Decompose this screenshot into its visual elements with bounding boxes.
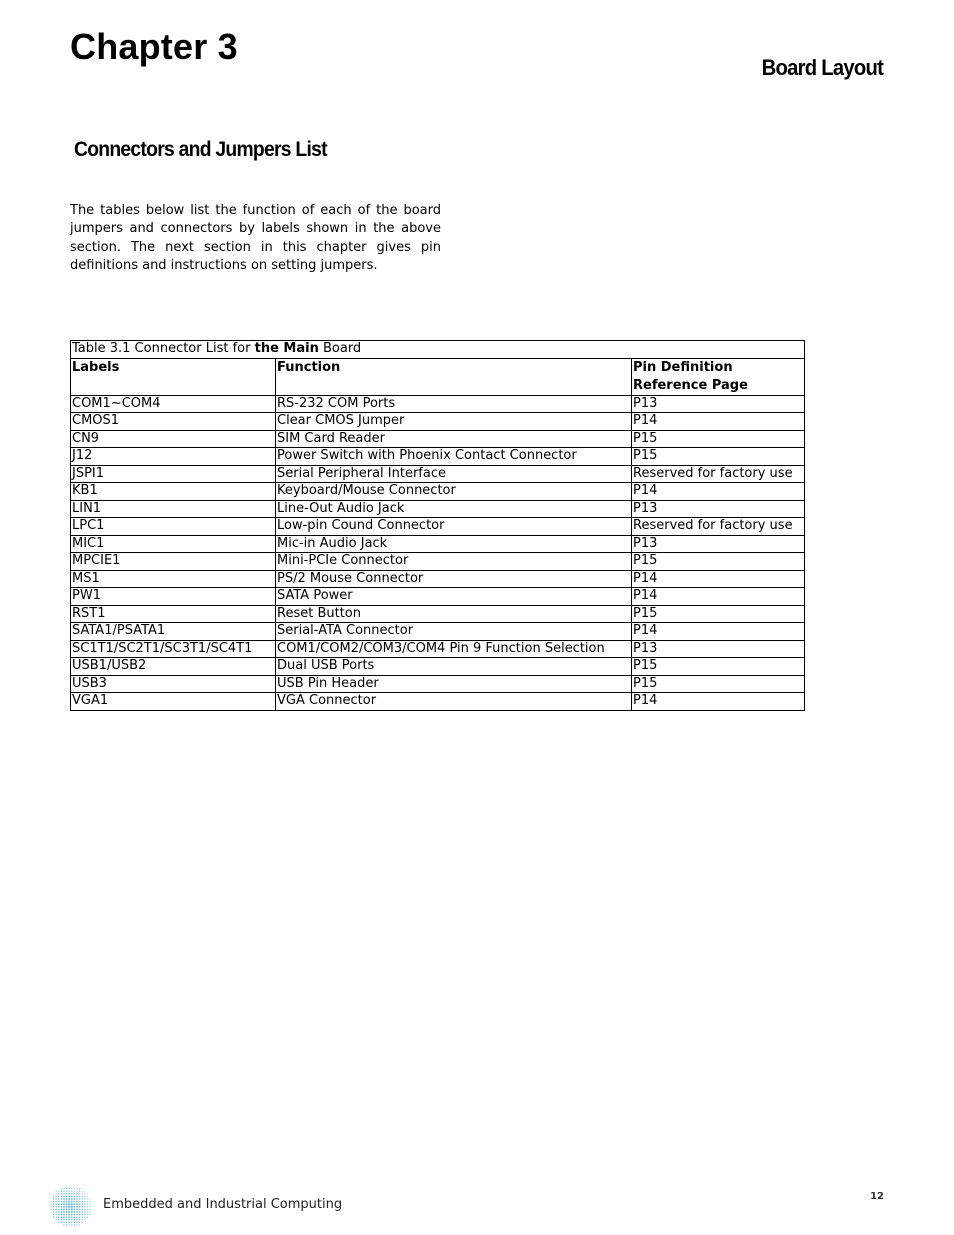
logo-dot [68, 1203, 70, 1205]
logo-dot [61, 1196, 63, 1198]
table-row [71, 500, 805, 518]
logo-dot [76, 1190, 77, 1191]
logo-dot [58, 1201, 60, 1203]
logo-dot [79, 1191, 80, 1192]
logo-dot [66, 1188, 67, 1189]
logo-dot [63, 1191, 64, 1192]
logo-dot [61, 1222, 62, 1223]
logo-dot [76, 1193, 78, 1195]
logo-dot [79, 1224, 80, 1225]
logo-dot [68, 1211, 70, 1213]
cell-pin-page: P15 [632, 448, 805, 466]
cell-label: SATA1/PSATA1 [71, 623, 276, 641]
cell-label: LIN1 [71, 500, 276, 518]
logo-dot [82, 1191, 83, 1192]
logo-dot [63, 1222, 64, 1223]
cell-pin-page: P13 [632, 535, 805, 553]
table-row [71, 465, 805, 483]
logo-dot [84, 1193, 85, 1194]
logo-dot [74, 1196, 76, 1198]
cell-pin-page: P15 [632, 658, 805, 676]
logo-dot [76, 1208, 78, 1210]
logo-dot [69, 1222, 70, 1223]
logo-dot [73, 1206, 75, 1208]
cell-function: Mini-PCIe Connector [276, 553, 632, 571]
logo-dot [76, 1188, 77, 1189]
logo-dot [71, 1222, 72, 1223]
logo-dot [66, 1193, 68, 1195]
logo-dot [76, 1185, 77, 1186]
cell-label: PW1 [71, 588, 276, 606]
footer-tagline: Embedded and Industrial Computing [103, 1197, 343, 1212]
logo-dot [84, 1214, 85, 1215]
logo-dot [87, 1204, 88, 1205]
logo-dot [76, 1203, 78, 1205]
logo-dot [84, 1196, 85, 1197]
logo-dot [71, 1193, 73, 1195]
logo-dot [61, 1191, 62, 1192]
logo-dot [63, 1201, 65, 1203]
logo-dot [84, 1217, 85, 1218]
logo-dot [87, 1214, 88, 1215]
cell-function: Serial-ATA Connector [276, 623, 632, 641]
table-row [71, 605, 805, 623]
logo-dot [82, 1222, 83, 1223]
logo-dot [87, 1206, 88, 1207]
logo-dot [84, 1206, 86, 1208]
cell-label: CN9 [71, 430, 276, 448]
cell-function: Keyboard/Mouse Connector [276, 483, 632, 501]
cell-function: Serial Peripheral Interface [276, 465, 632, 483]
cell-pin-page: P14 [632, 693, 805, 711]
chapter-heading: Chapter 3 [70, 26, 238, 67]
logo-dot [66, 1203, 68, 1205]
logo-dot [63, 1196, 65, 1198]
logo-dot [50, 1206, 51, 1207]
table-row [71, 588, 805, 606]
table-row [71, 483, 805, 501]
logo-dot [84, 1198, 85, 1199]
logo-dot [76, 1201, 78, 1203]
logo-dot [61, 1198, 63, 1200]
table-row [71, 395, 805, 413]
logo-dot [56, 1196, 57, 1197]
logo-dot [66, 1211, 68, 1213]
logo-dot [74, 1188, 75, 1189]
logo-dot [56, 1214, 57, 1215]
logo-dot [89, 1214, 90, 1215]
cell-pin-page: P15 [632, 675, 805, 693]
logo-dot [56, 1198, 57, 1199]
logo-dot [66, 1206, 68, 1208]
logo-dot [55, 1209, 56, 1210]
logo-dot [61, 1211, 63, 1213]
logo-dot [58, 1191, 59, 1192]
logo-dot [71, 1208, 73, 1210]
logo-dot [58, 1211, 60, 1213]
cell-label: J12 [71, 448, 276, 466]
logo-dot [81, 1214, 83, 1216]
logo-dot [55, 1203, 56, 1204]
logo-dot [71, 1185, 72, 1186]
logo-dot [66, 1196, 68, 1198]
cell-function: Mic-in Audio Jack [276, 535, 632, 553]
logo-dot [71, 1201, 73, 1203]
cell-pin-page: P14 [632, 623, 805, 641]
logo-dot [84, 1219, 85, 1220]
logo-dot [53, 1196, 54, 1197]
logo-dot [84, 1203, 86, 1205]
table-row [71, 623, 805, 641]
cell-function: Reset Button [276, 605, 632, 623]
logo-dot [87, 1211, 88, 1212]
cell-function: VGA Connector [276, 693, 632, 711]
cell-pin-page: P14 [632, 413, 805, 431]
table-row [71, 640, 805, 658]
logo-dot [76, 1198, 78, 1200]
logo-dot [89, 1211, 90, 1212]
logo-dot [58, 1214, 59, 1215]
logo-dot [61, 1206, 63, 1208]
logo-dot [79, 1201, 81, 1203]
section-title: Board Layout [761, 55, 883, 80]
logo-dot [58, 1222, 59, 1223]
logo-dot [89, 1206, 90, 1207]
logo-dot [56, 1217, 57, 1218]
logo-dot [66, 1224, 67, 1225]
logo-dot [53, 1206, 54, 1207]
logo-dot [74, 1185, 75, 1186]
cell-function: Clear CMOS Jumper [276, 413, 632, 431]
logo-dot [63, 1198, 65, 1200]
logo-dot [73, 1201, 75, 1203]
cell-label: MS1 [71, 570, 276, 588]
logo-dot [58, 1217, 59, 1218]
logo-dot [89, 1198, 90, 1199]
logo-dot [53, 1201, 54, 1202]
table-row [71, 430, 805, 448]
logo-dot [82, 1193, 83, 1194]
logo-dot [66, 1219, 68, 1221]
logo-dot [89, 1204, 90, 1205]
caption-bold: the Main [254, 341, 319, 356]
table-row [71, 570, 805, 588]
logo-dot [81, 1196, 82, 1197]
logo-dot [84, 1209, 86, 1211]
logo-dot [79, 1193, 80, 1194]
logo-dot [53, 1211, 54, 1212]
logo-dot [68, 1216, 70, 1218]
logo-dot [63, 1206, 65, 1208]
cell-function: USB Pin Header [276, 675, 632, 693]
logo-dot [55, 1201, 56, 1202]
logo-dot [68, 1201, 70, 1203]
table-caption [71, 341, 805, 359]
logo-dot [53, 1198, 54, 1199]
logo-dot [79, 1219, 80, 1220]
logo-dot [79, 1208, 81, 1210]
logo-dot [76, 1206, 78, 1208]
logo-dot [66, 1201, 68, 1203]
cell-pin-page: P15 [632, 430, 805, 448]
logo-dot [63, 1211, 65, 1213]
logo-dot [81, 1206, 83, 1208]
cell-pin-page: Reserved for factory use [632, 518, 805, 536]
logo-dot [63, 1214, 65, 1216]
logo-dot [58, 1198, 60, 1200]
logo-dot [58, 1203, 60, 1205]
header-labels: Labels [71, 358, 276, 395]
logo-dot [66, 1190, 67, 1191]
logo-dot [74, 1190, 75, 1191]
cell-pin-page: P14 [632, 588, 805, 606]
cell-pin-page: P14 [632, 570, 805, 588]
cell-label: KB1 [71, 483, 276, 501]
logo-dot [53, 1217, 54, 1218]
logo-dot [66, 1222, 67, 1223]
table-row [71, 658, 805, 676]
logo-dot [82, 1188, 83, 1189]
logo-dot [66, 1198, 68, 1200]
logo-dot [55, 1211, 56, 1212]
logo-dot [89, 1201, 90, 1202]
logo-dot [68, 1190, 69, 1191]
logo-dot [84, 1211, 85, 1212]
logo-dot [66, 1185, 67, 1186]
logo-dot [53, 1209, 54, 1210]
logo-dot [87, 1193, 88, 1194]
logo-dot [79, 1216, 81, 1218]
logo-dot [71, 1198, 73, 1200]
logo-dot [71, 1203, 73, 1205]
logo-dot [66, 1216, 68, 1218]
cell-label: MIC1 [71, 535, 276, 553]
logo-dot [81, 1198, 83, 1200]
cell-label: CMOS1 [71, 413, 276, 431]
logo-dot [76, 1222, 77, 1223]
logo-dot [71, 1206, 73, 1208]
logo-dot [71, 1216, 73, 1218]
connector-table [70, 340, 805, 711]
logo-dot [71, 1219, 73, 1221]
logo-dot [61, 1214, 63, 1216]
cell-pin-page: P15 [632, 553, 805, 571]
table-body [71, 395, 805, 710]
logo-dot [79, 1196, 81, 1198]
logo-dot [81, 1209, 83, 1211]
logo-dot [87, 1198, 88, 1199]
cell-label: MPCIE1 [71, 553, 276, 571]
logo-dot [50, 1201, 51, 1202]
header-pin-reference: Pin Definition Reference Page [632, 358, 805, 395]
logo-dot [58, 1196, 59, 1197]
logo-dot [71, 1211, 73, 1213]
logo-dot [53, 1204, 54, 1205]
logo-dot [73, 1211, 75, 1213]
logo-dot [79, 1203, 81, 1205]
logo-dot [76, 1219, 77, 1220]
logo-dot [73, 1208, 75, 1210]
cell-function: COM1/COM2/COM3/COM4 Pin 9 Function Selection [276, 640, 632, 658]
cell-pin-page: P13 [632, 500, 805, 518]
cell-label: COM1~COM4 [71, 395, 276, 413]
logo-dot [63, 1219, 64, 1220]
logo-dot [58, 1206, 60, 1208]
cell-label: JSPI1 [71, 465, 276, 483]
logo-dot [66, 1208, 68, 1210]
logo-dot [68, 1208, 70, 1210]
logo-dot [87, 1201, 88, 1202]
logo-dot [87, 1209, 88, 1210]
cell-pin-page: P13 [632, 640, 805, 658]
logo-dot [84, 1201, 86, 1203]
logo-dot [74, 1224, 75, 1225]
logo-dot [76, 1211, 78, 1213]
logo-dot [69, 1188, 70, 1189]
logo-dot [84, 1191, 85, 1192]
logo-dot [76, 1224, 77, 1225]
logo-dot [68, 1196, 70, 1198]
logo-dot [61, 1216, 62, 1217]
caption-prefix: Table 3.1 Connector List for [72, 341, 255, 356]
subsection-title: Connectors and Jumpers List [74, 138, 327, 161]
logo-dot [63, 1203, 65, 1205]
logo-dot [81, 1201, 83, 1203]
logo-dot [61, 1188, 62, 1189]
logo-dot [87, 1217, 88, 1218]
logo-dot [69, 1185, 70, 1186]
cell-label: LPC1 [71, 518, 276, 536]
cell-label: RST1 [71, 605, 276, 623]
logo-dot [56, 1193, 57, 1194]
cell-pin-page: Reserved for factory use [632, 465, 805, 483]
logo-dot [68, 1198, 70, 1200]
cell-label: VGA1 [71, 693, 276, 711]
cell-label: USB3 [71, 675, 276, 693]
logo-dot [50, 1211, 51, 1212]
cell-function: PS/2 Mouse Connector [276, 570, 632, 588]
logo-dot [76, 1214, 78, 1216]
logo-dot [79, 1214, 81, 1216]
logo-dot [87, 1196, 88, 1197]
logo-dot [63, 1193, 65, 1195]
logo-dot [61, 1203, 63, 1205]
logo-dot [63, 1224, 64, 1225]
cell-pin-page: P13 [632, 395, 805, 413]
cell-function: Line-Out Audio Jack [276, 500, 632, 518]
logo-dot [53, 1214, 54, 1215]
logo-dot [63, 1216, 65, 1218]
logo-dot [61, 1193, 62, 1194]
cell-function: Low-pin Cound Connector [276, 518, 632, 536]
cell-function: SIM Card Reader [276, 430, 632, 448]
logo-dot [68, 1219, 70, 1221]
table-row [71, 693, 805, 711]
logo-dot [76, 1196, 78, 1198]
table-row [71, 448, 805, 466]
cell-function: RS-232 COM Ports [276, 395, 632, 413]
logo-dot [81, 1211, 83, 1213]
logo-dot [58, 1193, 59, 1194]
cell-label: USB1/USB2 [71, 658, 276, 676]
logo-dot [71, 1190, 72, 1191]
logo-dot [63, 1188, 64, 1189]
logo-dot [82, 1219, 83, 1220]
logo-dot [74, 1219, 76, 1221]
table-row [71, 413, 805, 431]
logo-dot [79, 1211, 81, 1213]
cell-function: SATA Power [276, 588, 632, 606]
logo-dot [63, 1208, 65, 1210]
logo-dot [73, 1198, 75, 1200]
logo-dot [71, 1196, 73, 1198]
logo-dot [73, 1203, 75, 1205]
logo-dot [58, 1209, 60, 1211]
table-row [71, 518, 805, 536]
logo-dot [71, 1214, 73, 1216]
logo-dot [71, 1224, 72, 1225]
page-number: 12 [870, 1191, 884, 1202]
table-row [71, 675, 805, 693]
logo-dot [50, 1204, 51, 1205]
logo-dot [74, 1216, 76, 1218]
logo-dot [69, 1224, 70, 1225]
logo-dot [74, 1222, 75, 1223]
logo-dot [61, 1209, 63, 1211]
logo-dot [79, 1206, 81, 1208]
logo-dot [68, 1214, 70, 1216]
cell-pin-page: P14 [632, 483, 805, 501]
logo-dot [71, 1188, 72, 1189]
table-row [71, 553, 805, 571]
logo-dot [81, 1216, 82, 1217]
logo-dot [81, 1203, 83, 1205]
table-row [71, 535, 805, 553]
cell-function: Power Switch with Phoenix Contact Connector [276, 448, 632, 466]
caption-suffix: Board [318, 341, 362, 356]
globe-dots-logo-icon [49, 1184, 93, 1228]
cell-label: SC1T1/SC2T1/SC3T1/SC4T1 [71, 640, 276, 658]
cell-function: Dual USB Ports [276, 658, 632, 676]
logo-dot [50, 1209, 51, 1210]
logo-dot [68, 1193, 70, 1195]
logo-dot [76, 1216, 78, 1218]
intro-paragraph: The tables below list the function of each of the board jumpers and connectors by labels shown in the above section. The next section in this chapter gives pin definitions and instructions on setting jumpers. [70, 203, 441, 273]
logo-dot [68, 1206, 70, 1208]
logo-dot [79, 1198, 81, 1200]
logo-dot [79, 1188, 80, 1189]
logo-dot [56, 1219, 57, 1220]
logo-dot [55, 1206, 56, 1207]
header-function: Function [276, 358, 632, 395]
logo-dot [73, 1214, 75, 1216]
cell-pin-page: P15 [632, 605, 805, 623]
logo-dot [79, 1222, 80, 1223]
logo-dot [61, 1201, 63, 1203]
logo-dot [89, 1209, 90, 1210]
logo-dot [66, 1214, 68, 1216]
logo-dot [58, 1219, 59, 1220]
logo-dot [56, 1191, 57, 1192]
logo-dot [74, 1193, 76, 1195]
logo-dot [61, 1219, 62, 1220]
